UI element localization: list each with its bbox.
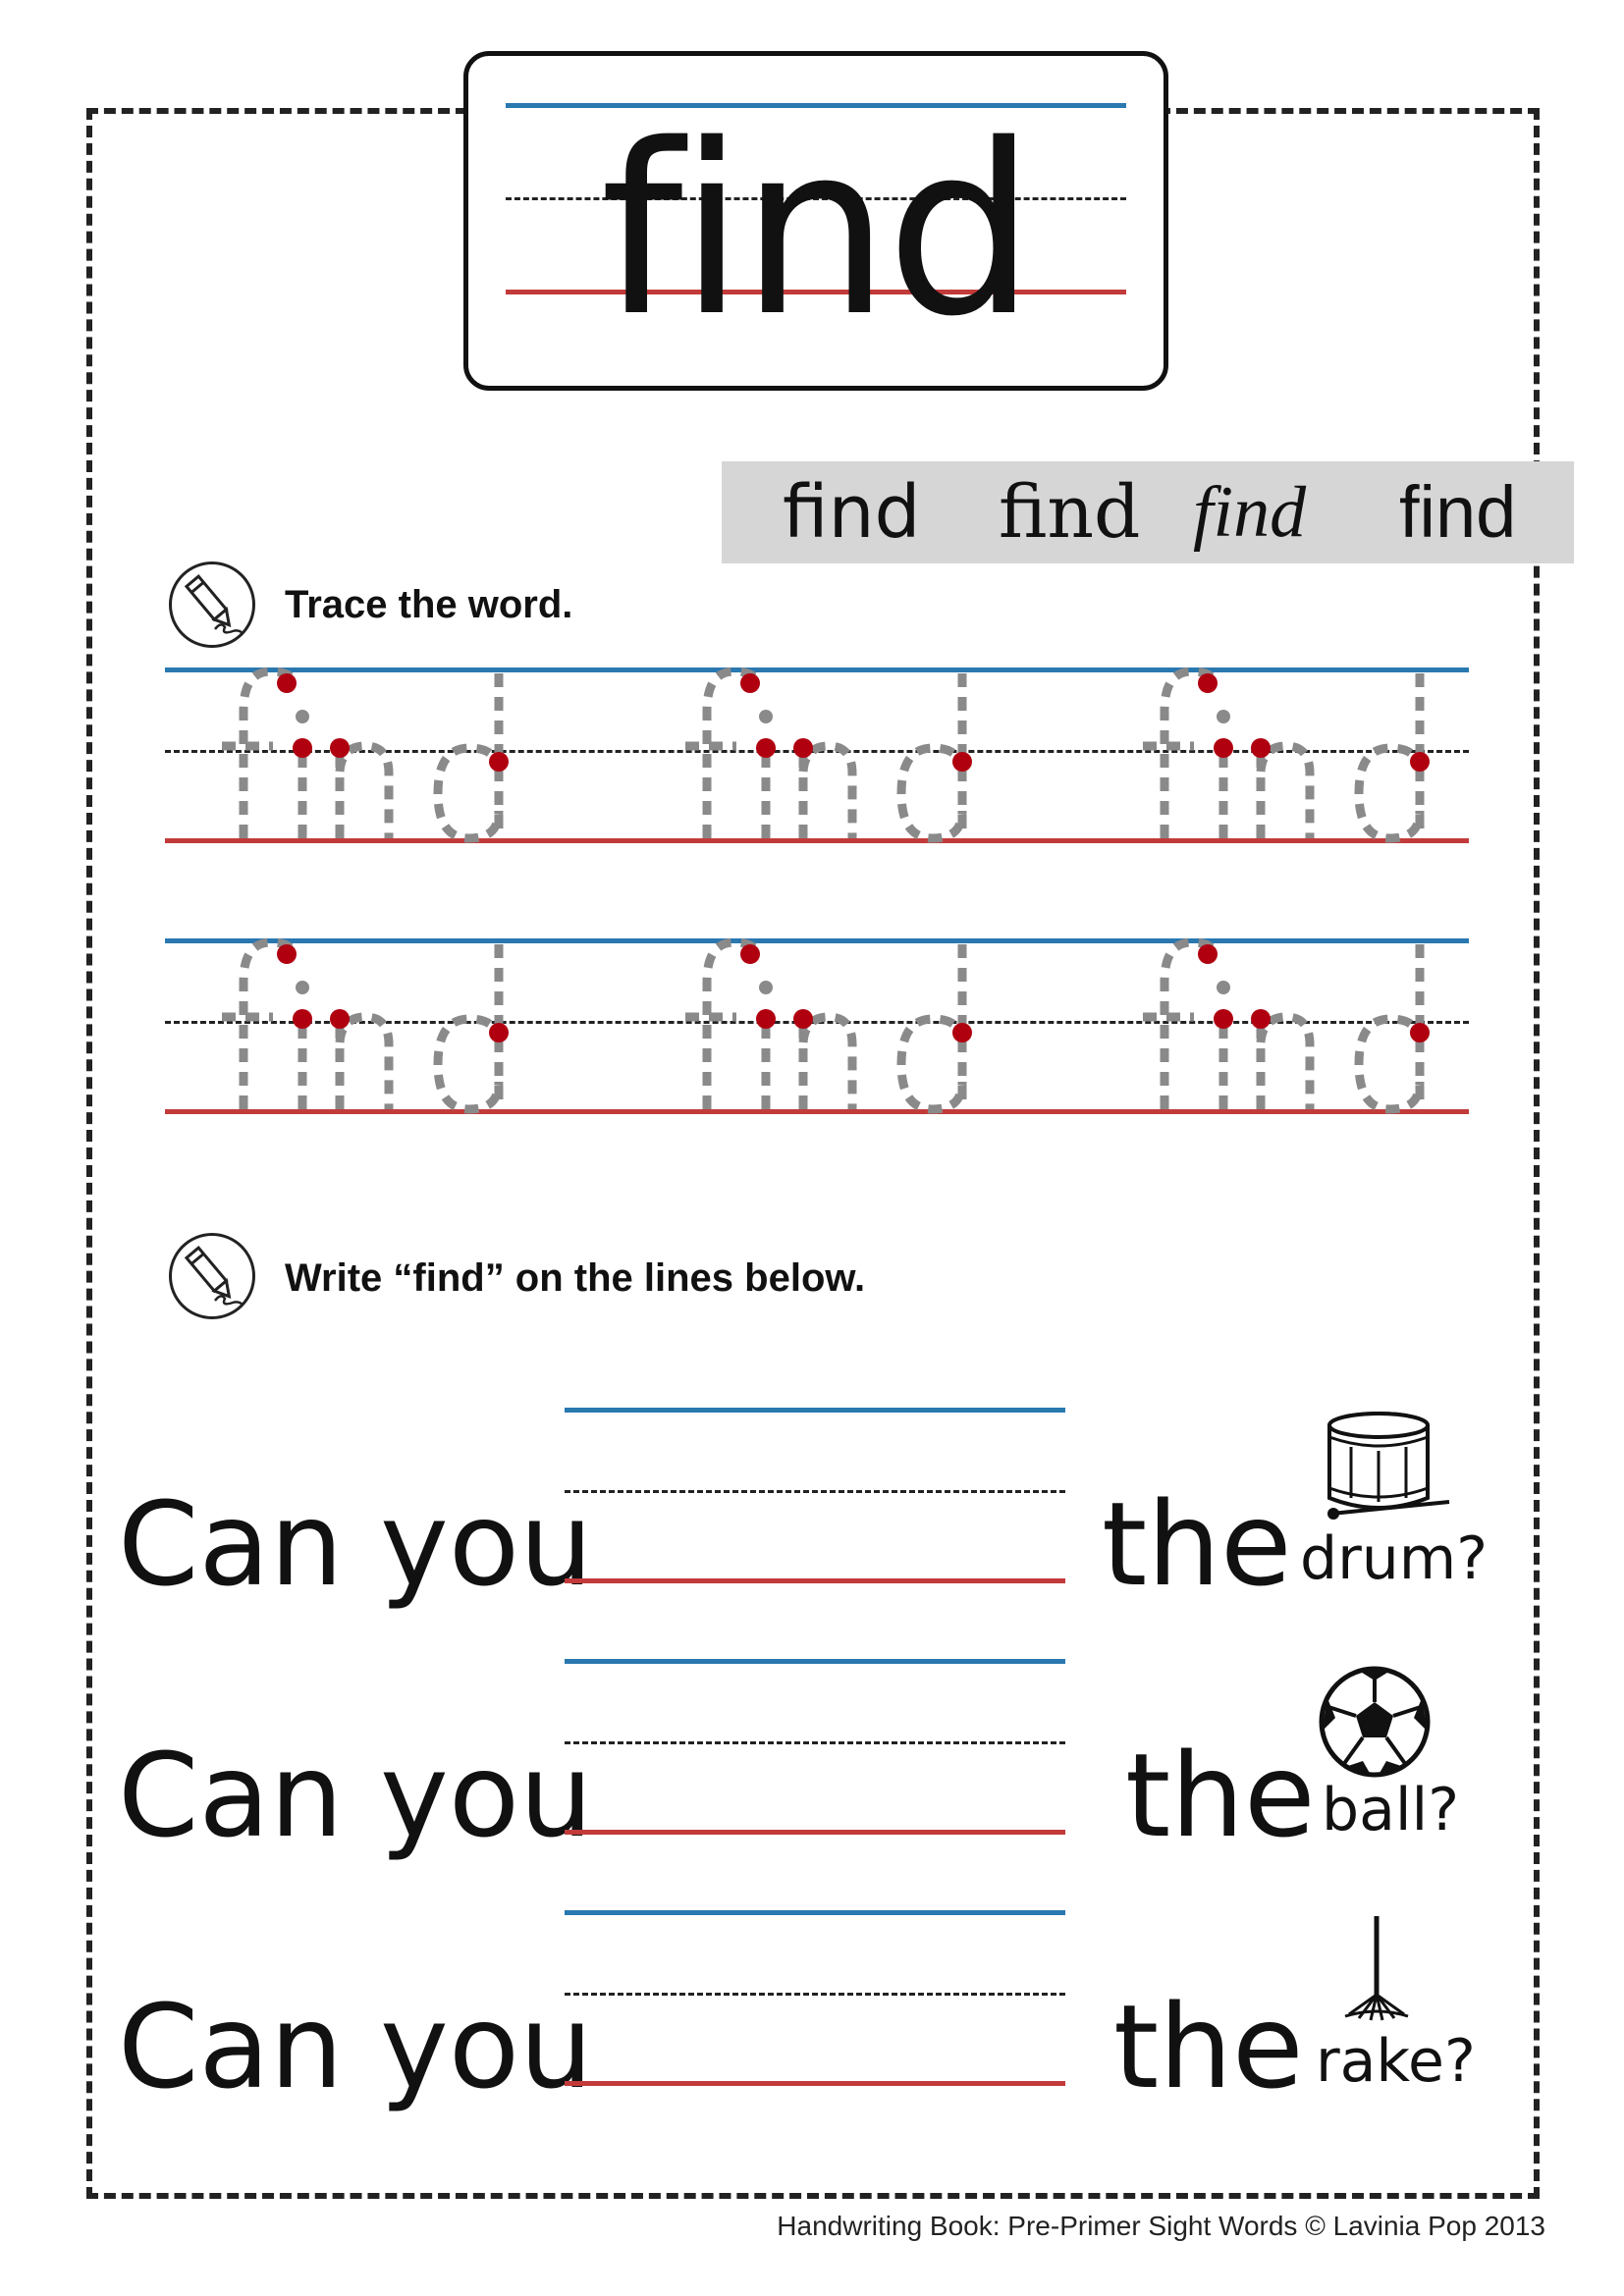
sentence-lead: Can you [118,1979,593,2114]
pencil-icon [169,1233,255,1319]
trace-stroke [803,1017,852,1109]
write-mid-line [565,1993,1065,1996]
font-sample-script: find [1193,472,1307,553]
start-dot [1198,673,1218,693]
title-word: find [600,93,1032,368]
start-dot [756,1009,776,1029]
i-dot [296,981,309,994]
font-sample-plain: find [1399,471,1517,553]
trace-stroke [707,671,758,838]
trace-row-1 [165,664,1469,860]
sentence-noun: ball? [1322,1776,1460,1844]
i-dot [296,710,309,723]
sentence-the: the [1125,1728,1316,1863]
write-top-line [565,1910,1065,1915]
start-dot [277,673,297,693]
trace-stroke [1261,1017,1310,1109]
trace-row-2 [165,934,1469,1131]
trace-word-5[interactable] [656,934,990,1131]
start-dot [1251,738,1271,758]
start-dot [740,673,760,693]
start-dot [330,738,350,758]
start-dot [1410,1023,1430,1042]
write-base-line[interactable] [565,2081,1065,2086]
start-dot [1198,944,1218,964]
i-dot [1217,710,1230,723]
soccer-ball-icon [1316,1663,1434,1781]
trace-word-6[interactable] [1113,934,1447,1131]
sentence-lead: Can you [118,1476,593,1612]
trace-stroke [707,942,758,1109]
rake-icon [1335,1912,1414,2030]
drum-icon [1312,1404,1459,1531]
start-dot [293,1009,312,1029]
write-mid-line [565,1490,1065,1493]
trace-word-3[interactable] [1113,664,1447,860]
trace-stroke [803,746,852,838]
trace-word-2[interactable] [656,664,990,860]
write-top-line [565,1659,1065,1664]
trace-stroke [1164,942,1216,1109]
sentence-noun: rake? [1316,2027,1476,2096]
start-dot [330,1009,350,1029]
i-dot [759,710,773,723]
sentence-lead: Can you [118,1728,593,1863]
start-dot [1214,1009,1233,1029]
font-sample-serif: find [999,470,1141,555]
trace-stroke [1164,671,1216,838]
start-dot [1214,738,1233,758]
write-instruction: Write “find” on the lines below. [285,1256,866,1300]
trace-word-1[interactable] [192,664,526,860]
font-samples-bar [722,461,1574,563]
start-dot [1410,752,1430,772]
trace-stroke [244,942,295,1109]
sentence-noun: drum? [1300,1524,1489,1593]
trace-instruction: Trace the word. [285,583,573,626]
font-sample-sans: find [783,470,921,555]
start-dot [740,944,760,964]
trace-stroke [244,671,295,838]
start-dot [793,1009,813,1029]
write-top-line [565,1408,1065,1413]
sentence-1 [0,1404,1624,1659]
start-dot [489,752,509,772]
write-mid-line [565,1741,1065,1744]
sentence-3 [0,1906,1624,2162]
sentence-the: the [1102,1476,1292,1612]
trace-stroke [340,746,389,838]
start-dot [293,738,312,758]
start-dot [952,752,972,772]
i-dot [1217,981,1230,994]
start-dot [756,738,776,758]
trace-stroke [1261,746,1310,838]
start-dot [1251,1009,1271,1029]
write-base-line[interactable] [565,1830,1065,1835]
trace-stroke [340,1017,389,1109]
start-dot [277,944,297,964]
start-dot [793,738,813,758]
start-dot [952,1023,972,1042]
write-base-line[interactable] [565,1578,1065,1583]
trace-word-4[interactable] [192,934,526,1131]
sentence-the: the [1113,1979,1304,2114]
footer-credit: Handwriting Book: Pre-Primer Sight Words © Lavinia Pop 2013 [777,2211,1545,2241]
pencil-icon [169,561,255,648]
start-dot [489,1023,509,1042]
title-card [463,51,1168,391]
sentence-2 [0,1655,1624,1910]
i-dot [759,981,773,994]
